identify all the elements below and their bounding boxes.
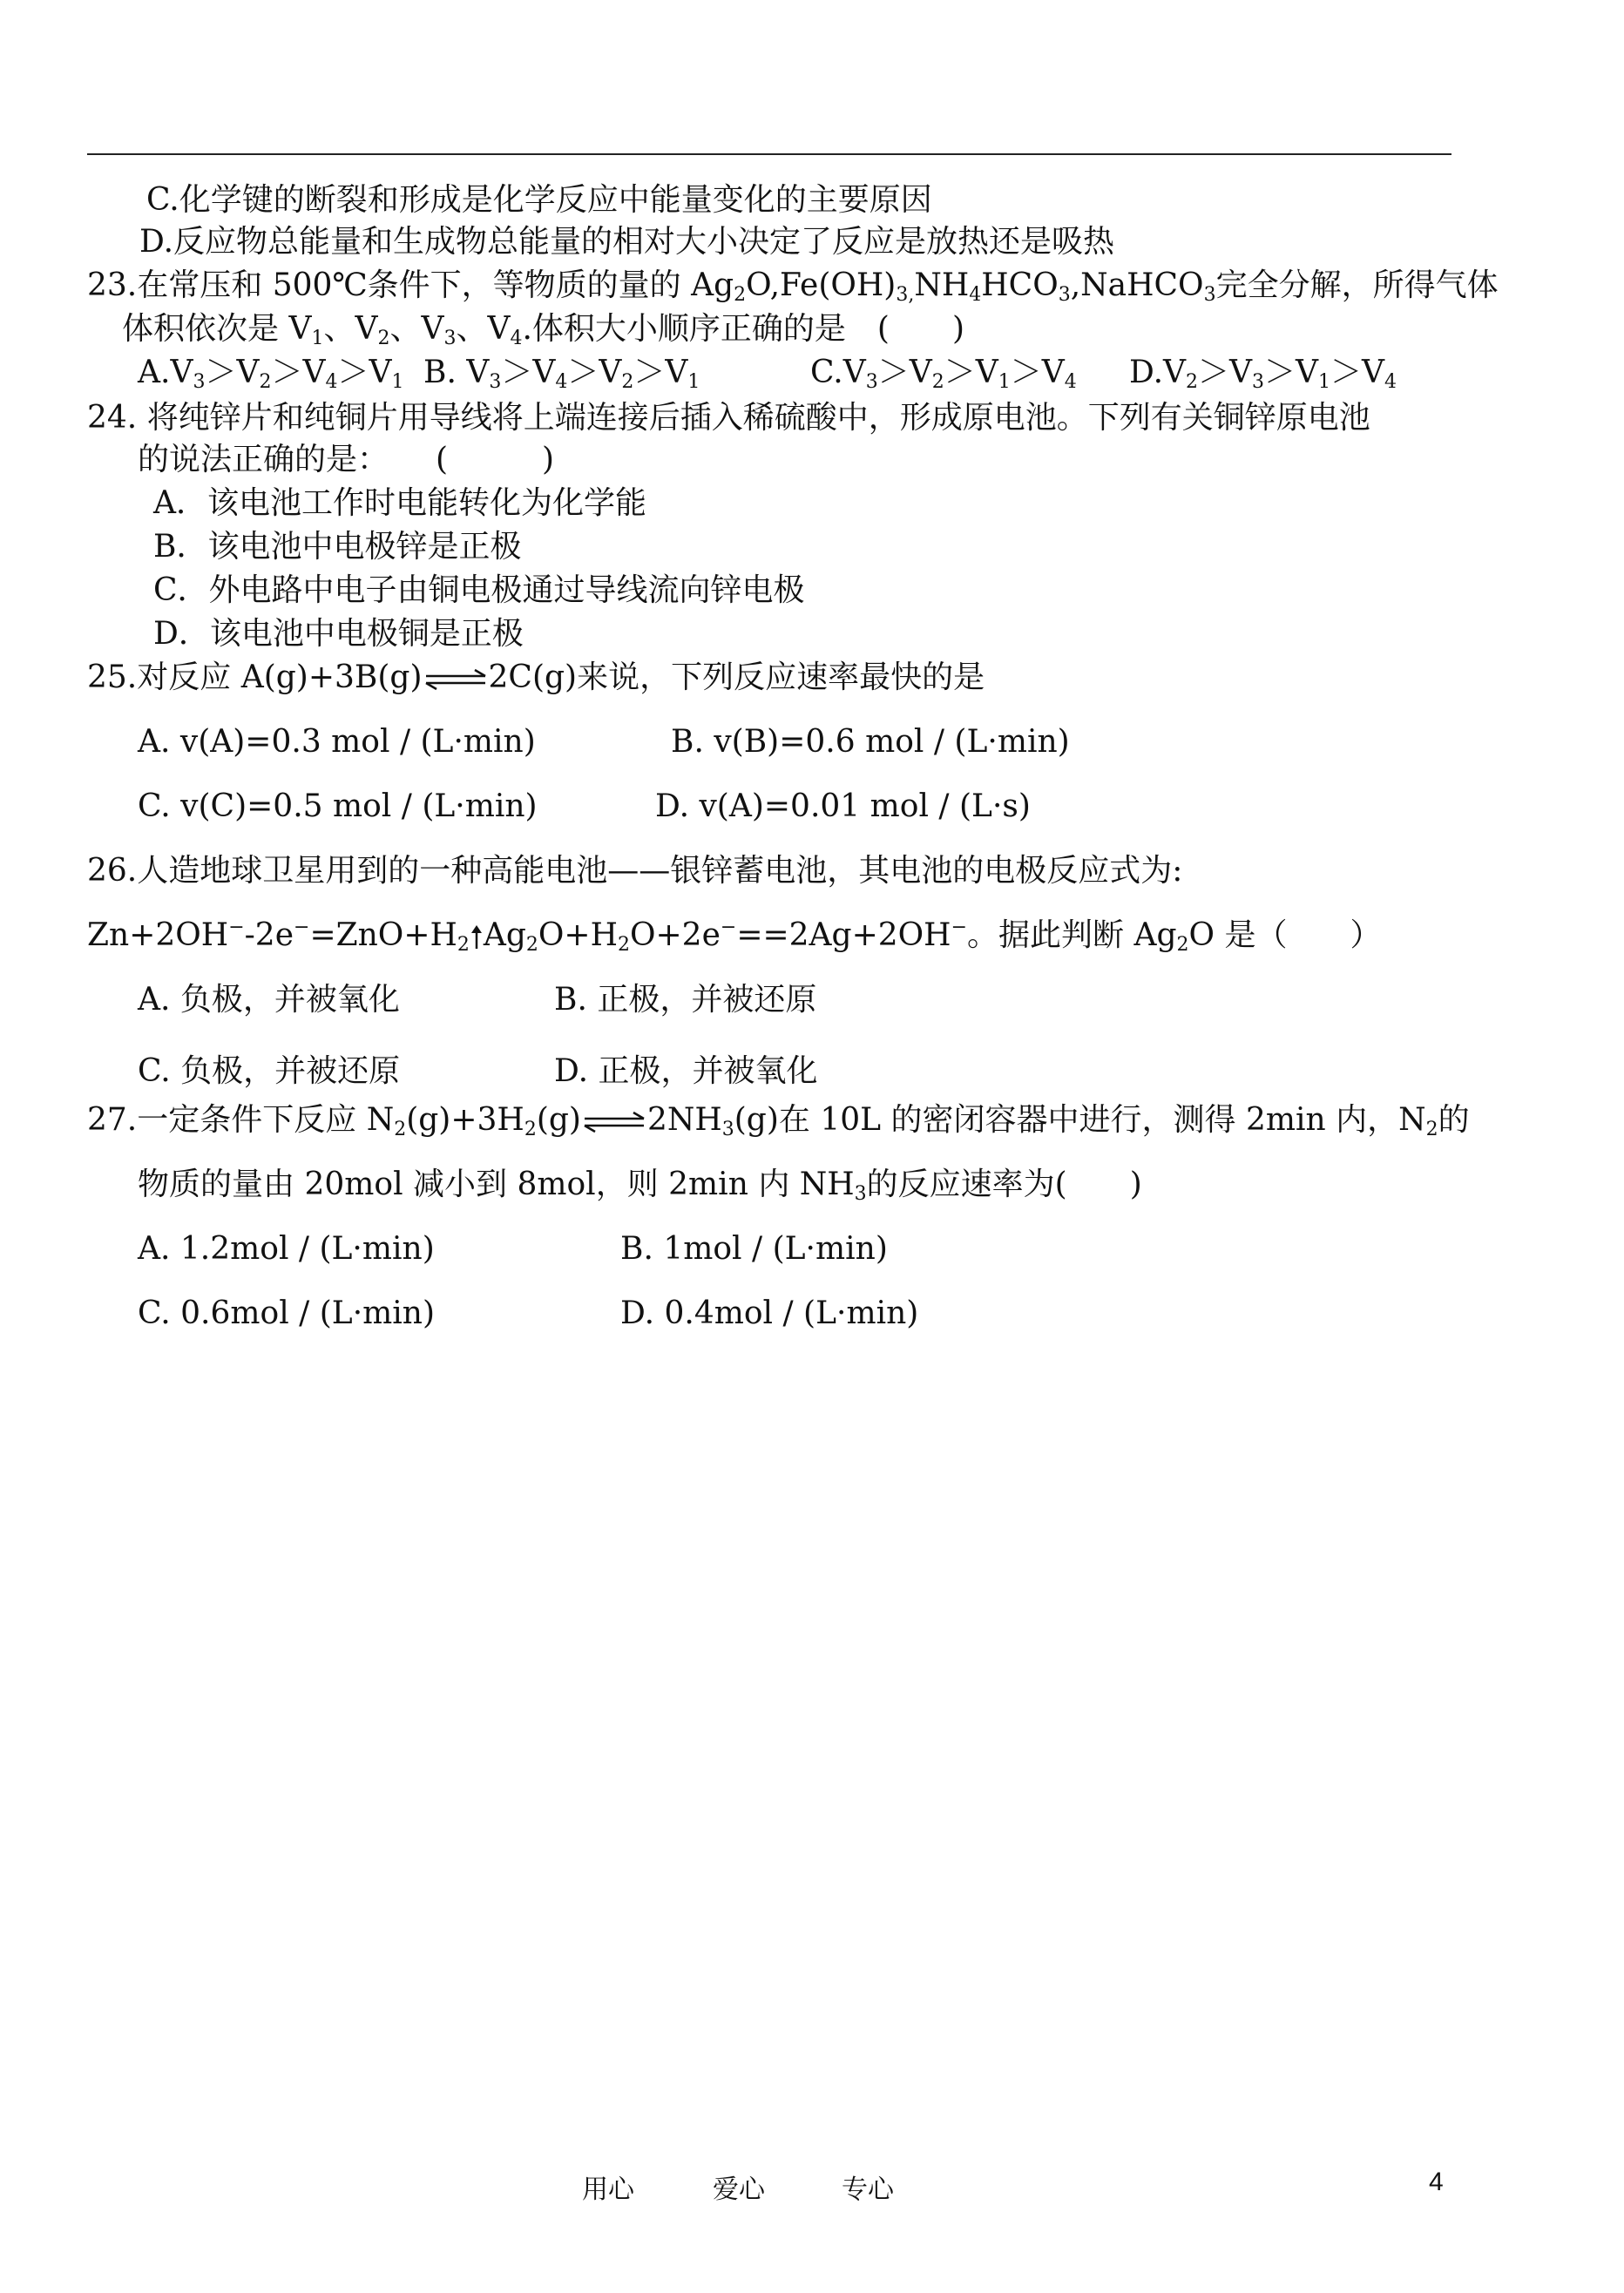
q27-option-b: B. 1mol / (L·min) (620, 1231, 888, 1267)
q25-option-b: B. v(B)=0.6 mol / (L·min) (671, 724, 1070, 760)
q23-option-a: $A.V_3>V_2>V_4>V_1$ (138, 355, 404, 393)
q26-equation: $Zn+2OH^--2e^-=ZnO+H_2$ $Ag_2O+H_2O+2e^-==2Ag+2OH^-$。据此判断 $Ag_2O$ 是（ ） (87, 917, 1382, 956)
q23-stem-line2: 体积依次是 $V_1$、$V_2$、$V_3$、$V_4$.体积大小顺序正确的是 ( ) (122, 311, 964, 349)
q27-stem-line2: 物质的量由 20mol 减小到 8mol，则 2min 内 $NH_3$的反应速率为( ) (138, 1167, 1142, 1205)
gas-up-arrow-icon (470, 924, 484, 950)
q24-option-d: D．该电池中电极铜是正极 (153, 616, 524, 652)
q27-option-c: C. 0.6mol / (L·min) (138, 1295, 436, 1331)
q25-stem: 25.对反应 A(g)+3B(g) 2C(g)来说，下列反应速率最快的是 (87, 659, 985, 695)
q23-option-b: B. $V_3>V_4>V_2>V_1$ (423, 355, 700, 393)
q22-option-c: C.化学键的断裂和形成是化学反应中能量变化的主要原因 (146, 182, 932, 218)
footer-motto-right: 专心 (842, 2175, 894, 2205)
q23-option-d: $D.V_2>V_3>V_1>V_4$ (1129, 355, 1397, 393)
q25-option-a: A. v(A)=0.3 mol / (L·min) (138, 724, 536, 760)
q24-stem-line2: 的说法正确的是： ( ) (138, 442, 555, 477)
footer-motto-mid: 爱心 (713, 2175, 765, 2205)
footer-motto-left: 用心 (582, 2175, 634, 2205)
q23-stem: 23.在常压和 500℃条件下，等物质的量的 $Ag_2O,Fe(OH)_{3,}NH_4HCO_3,NaHCO_3$完全分解，所得气体 (87, 267, 1499, 306)
q26-option-d: D. 正极，并被氧化 (554, 1053, 818, 1089)
header-rule (87, 153, 1451, 155)
page-number: 4 (1429, 2168, 1444, 2196)
q26-stem: 26.人造地球卫星用到的一种高能电池——银锌蓄电池，其电池的电极反应式为: (87, 853, 1183, 889)
q27-stem: 27.一定条件下反应 $N_2(g)+3H_2(g)$ $2NH_3(g)$在 10L 的密闭容器中进行，测得 2min 内，$N_2$的 (87, 1102, 1470, 1140)
q26-option-c: C. 负极，并被还原 (138, 1053, 401, 1089)
q27-option-a: A. 1.2mol / (L·min) (138, 1231, 435, 1267)
q27-option-d: D. 0.4mol / (L·min) (620, 1295, 919, 1331)
q26-option-b: B. 正极，并被还原 (554, 982, 817, 1018)
q25-option-d: D. v(A)=0.01 mol / (L·s) (655, 788, 1031, 824)
q22-option-d: D.反应物总能量和生成物总能量的相对大小决定了反应是放热还是吸热 (139, 224, 1115, 260)
q24-option-c: C．外电路中电子由铜电极通过导线流向锌电极 (153, 572, 805, 608)
equilibrium-arrow-icon (583, 1109, 646, 1135)
q24-stem: 24. 将纯锌片和纯铜片用导线将上端连接后插入稀硫酸中，形成原电池。下列有关铜锌原电池 (87, 400, 1370, 436)
equilibrium-arrow-icon (424, 666, 487, 693)
q24-option-b: B．该电池中电极锌是正极 (153, 529, 522, 565)
q26-option-a: A. 负极，并被氧化 (138, 982, 400, 1018)
q24-option-a: A．该电池工作时电能转化为化学能 (153, 485, 646, 521)
q23-option-c: $C.V_3>V_2>V_1>V_4$ (810, 355, 1077, 393)
q25-option-c: C. v(C)=0.5 mol / (L·min) (138, 788, 538, 824)
